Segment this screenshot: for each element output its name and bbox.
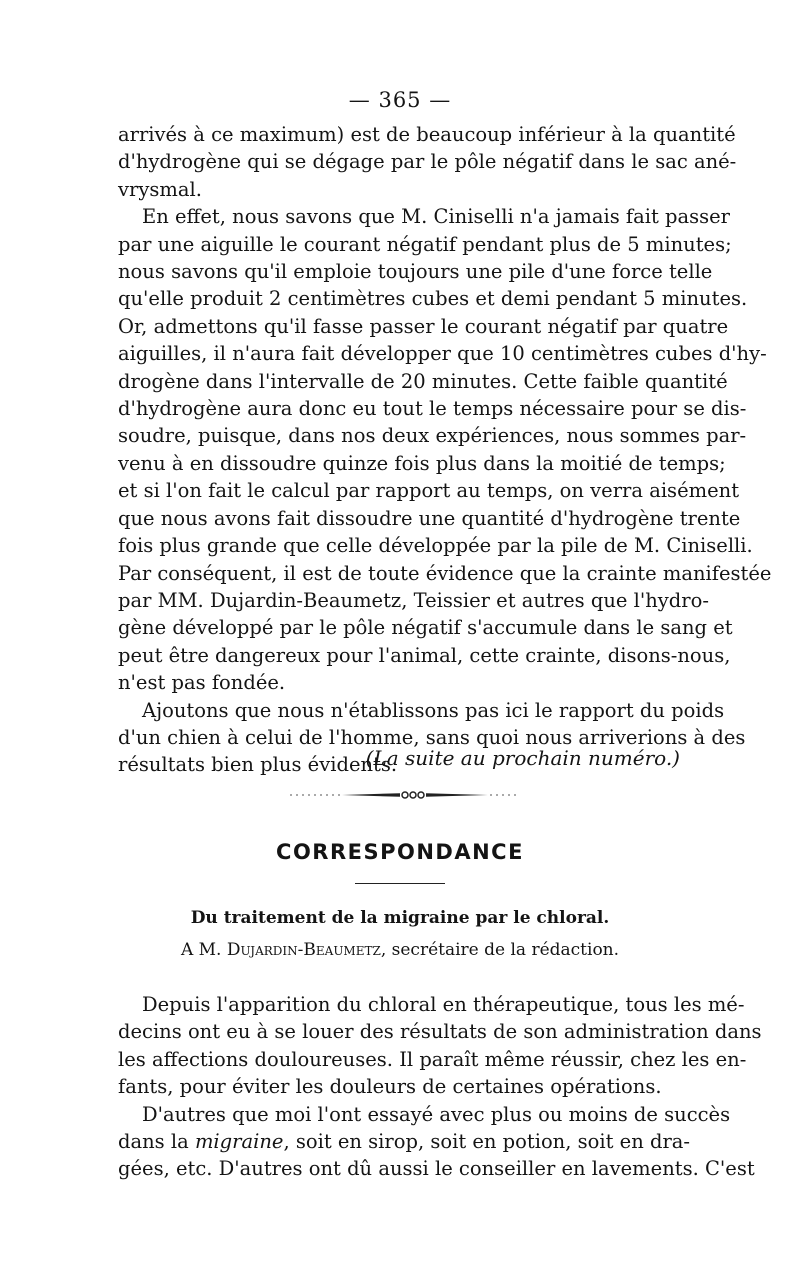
addressee-name: Dujardin-Beaumetz — [226, 940, 381, 960]
text-fragment: , soit en sirop, soit en potion, soit en dra- — [283, 1130, 690, 1154]
to-be-continued-note: (La suite au prochain numéro.) — [365, 746, 680, 770]
text-line: Par conséquent, il est de toute évidence que la crainte manifestée — [118, 561, 772, 585]
text-fragment: dans la — [118, 1130, 195, 1154]
text-line: D'autres que moi l'ont essayé avec plus ou moins de succès — [142, 1102, 731, 1126]
text-line: Depuis l'apparition du chloral en thérapeutique, tous les mé- — [142, 993, 745, 1016]
page-number: — 365 — — [348, 88, 452, 112]
letter-body — [118, 991, 762, 1183]
divider-ring — [410, 792, 416, 798]
text-line: vrysmal. — [118, 177, 202, 201]
ornamental-divider — [270, 788, 530, 802]
text-line: peut être dangereux pour l'animal, cette crainte, disons-nous, — [118, 643, 731, 667]
addressee-line — [0, 940, 800, 960]
text-line: les affections douloureuses. Il paraît même réussir, chez les en- — [118, 1047, 747, 1071]
section-heading: CORRESPONDANCE — [276, 840, 524, 864]
divider-taper-right — [426, 793, 488, 797]
text-line: résultats bien plus évidents. — [118, 753, 398, 777]
text-line: d'hydrogène aura donc eu tout le temps nécessaire pour se dis- — [118, 397, 747, 421]
text-line: fants, pour éviter les douleurs de certaines opérations. — [118, 1075, 662, 1099]
text-line — [118, 1128, 690, 1155]
text-line: aiguilles, il n'aura fait développer que 10 centimètres cubes d'hy- — [118, 342, 767, 366]
text-line: par MM. Dujardin-Beaumetz, Teissier et autres que l'hydro- — [118, 588, 709, 612]
text-line: Ajoutons que nous n'établissons pas ici le rapport du poids — [142, 698, 725, 722]
text-line: drogène dans l'intervalle de 20 minutes. Cette faible quantité — [118, 369, 728, 393]
addressee-prefix: A M. — [180, 940, 227, 960]
addressee-suffix: , secrétaire de la rédaction. — [380, 940, 620, 960]
divider-taper-left — [342, 793, 400, 797]
text-line: Or, admettons qu'il fasse passer le courant négatif par quatre — [118, 314, 729, 338]
text-line: fois plus grande que celle développée par la pile de M. Ciniselli. — [118, 534, 753, 558]
text-line: d'un chien à celui de l'homme, sans quoi nous arriverions à des — [118, 725, 746, 749]
text-line: que nous avons fait dissoudre une quantité d'hydrogène trente — [118, 506, 741, 530]
italic-term: migraine — [194, 1130, 284, 1154]
text-line: gées, etc. D'autres ont dû aussi le conseiller en lavements. C'est — [118, 1157, 755, 1181]
text-line: gène développé par le pôle négatif s'accumule dans le sang et — [118, 616, 733, 640]
text-line: soudre, puisque, dans nos deux expériences, nous sommes par- — [118, 424, 747, 448]
heading-rule — [355, 883, 445, 884]
text-line: par une aiguille le courant négatif pendant plus de 5 minutes; — [118, 232, 732, 256]
text-line: n'est pas fondée. — [118, 671, 286, 695]
text-line: decins ont eu à se louer des résultats de son administration dans — [118, 1020, 762, 1044]
text-line: nous savons qu'il emploie toujours une pile d'une force telle — [118, 260, 713, 284]
text-line: En effet, nous savons que M. Ciniselli n'a jamais fait passer — [142, 205, 730, 229]
text-line: d'hydrogène qui se dégage par le pôle négatif dans le sac ané- — [118, 150, 737, 174]
continued-article-text — [118, 121, 772, 779]
divider-ring — [402, 792, 408, 798]
text-line: venu à en dissoudre quinze fois plus dans la moitié de temps; — [118, 451, 726, 475]
text-line: qu'elle produit 2 centimètres cubes et demi pendant 5 minutes. — [118, 287, 748, 311]
text-line: arrivés à ce maximum) est de beaucoup inférieur à la quantité — [118, 123, 736, 146]
text-line: et si l'on fait le calcul par rapport au temps, on verra aisément — [118, 479, 740, 503]
divider-ring — [418, 792, 424, 798]
article-title: Du traitement de la migraine par le chloral. — [190, 908, 610, 928]
